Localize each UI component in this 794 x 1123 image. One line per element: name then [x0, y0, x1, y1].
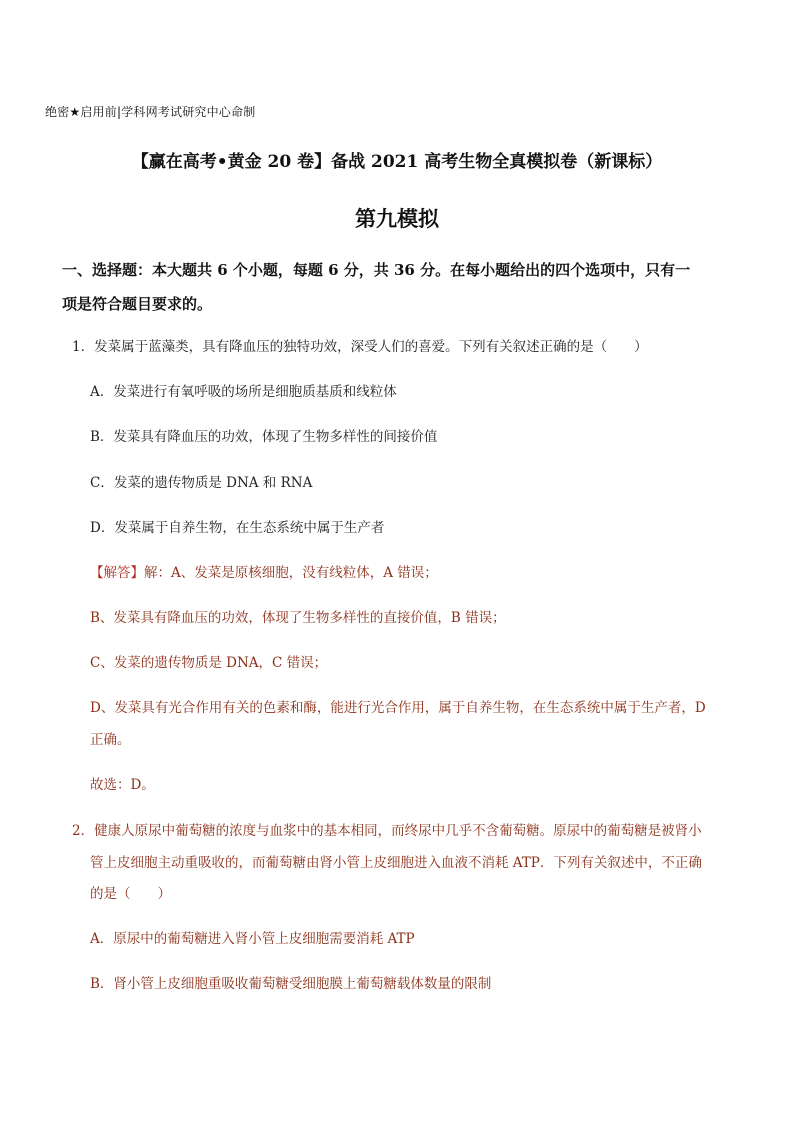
question-1-answer [90, 561, 438, 581]
exam-title: 【赢在高考•黄金 20 卷】备战 2021 高考生物全真模拟卷（新课标） [131, 152, 663, 172]
section-line-2: 项是符合题目要求的。 [62, 295, 213, 313]
question-2-stem-line-1: 2．健康人原尿中葡萄糖的浓度与血浆中的基本相同，而终尿中几乎不含葡萄糖。原尿中的葡萄糖是被肾小 [72, 823, 702, 839]
answer-d-explanation-line-1: D、发菜具有光合作用有关的色素和酶，能进行光合作用，属于自养生物，在生态系统中属于生产者，D [90, 700, 706, 716]
question-1-option-c: C．发菜的遗传物质是 DNA 和 RNA [90, 475, 313, 491]
question-1-option-a: A．发菜进行有氧呼吸的场所是细胞质基质和线粒体 [90, 384, 397, 400]
answer-c-explanation: C、发菜的遗传物质是 DNA，C 错误； [90, 655, 328, 671]
question-2-option-a: A．原尿中的葡萄糖进入肾小管上皮细胞需要消耗 ATP [90, 931, 415, 947]
question-2-stem-line-3: 的是（ ） [90, 886, 171, 902]
answer-d-explanation-line-2: 正确。 [90, 732, 131, 748]
question-1-option-d: D．发菜属于自养生物，在生态系统中属于生产者 [90, 520, 385, 536]
question-1-option-b: B．发菜具有降血压的功效，体现了生物多样性的间接价值 [90, 429, 438, 445]
answer-tag: 【解答】 [90, 565, 144, 581]
confidential-header: 绝密★启用前|学科网考试研究中心命制 [45, 105, 256, 119]
question-2-option-b: B．肾小管上皮细胞重吸收葡萄糖受细胞膜上葡萄糖载体数量的限制 [90, 976, 492, 992]
exam-subtitle: 第九模拟 [355, 206, 439, 231]
answer-a-explanation: 解：A、发菜是原核细胞，没有线粒体，A 错误； [144, 565, 438, 581]
section-line-1: 一、选择题：本大题共 6 个小题，每题 6 分，共 36 分。在每小题给出的四个选项中，只有一 [62, 261, 691, 279]
answer-b-explanation: B、发菜具有降血压的功效，体现了生物多样性的直接价值，B 错误； [90, 610, 506, 626]
answer-conclusion: 故选：D。 [90, 777, 155, 793]
question-1-stem: 1．发菜属于蓝藻类，具有降血压的独特功效，深受人们的喜爱。下列有关叙述正确的是（ ） [72, 339, 648, 355]
section-instructions [62, 253, 742, 321]
question-2-stem-line-2: 管上皮细胞主动重吸收的，而葡萄糖由肾小管上皮细胞进入血液不消耗 ATP．下列有关叙述中，不正确 [90, 855, 702, 871]
